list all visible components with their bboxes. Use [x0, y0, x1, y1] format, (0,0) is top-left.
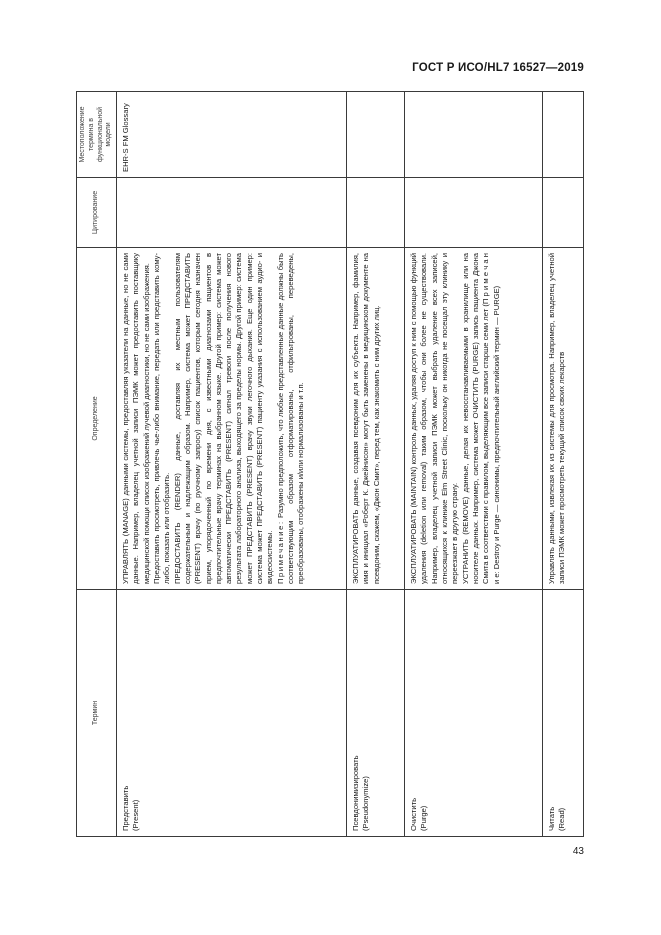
- term-cell: [543, 590, 584, 837]
- document-header: ГОСТ Р ИСО/HL7 16527—2019: [412, 62, 584, 74]
- term-cell: [405, 590, 543, 837]
- term-english: (Purge): [419, 805, 429, 831]
- term-name: Псевдонимизировать: [351, 755, 360, 831]
- location-cell: [405, 92, 543, 178]
- column-header-definition: Определение: [77, 248, 117, 590]
- definition-paragraph: Предоставить просмотреть, привлечь чье-либо внимание, передать или представить кому-либо, показать или отобразить.: [151, 253, 172, 584]
- glossary-table: [76, 91, 584, 837]
- term-name: Читать: [547, 806, 556, 831]
- location-cell: [543, 92, 584, 178]
- definition-paragraph: ЭКСПЛУАТИРОВАТЬ данные, создавая псевдоним для их субъекта. Например, фамилия, имя и инициал «Роберт К. Джейнисон» могут быть заменены в медицинском документе на псевдоним, скажем, «Джон Смит», перед тем, как знакомить с ним других лиц.: [351, 253, 381, 584]
- term-english: (Pseudonymize): [361, 776, 371, 831]
- column-header-location: Местоположение термина в функциональной модели: [77, 92, 117, 178]
- definition-paragraph: УПРАВЛЯТЬ (MANAGE) данными системы, предоставляя указатели на данные, но не сами данные. Например, владелец учетной записи ПЭМК может предоставить поставщику медицинской помощи список изображений лучевой диагностики, но не сами изображения.: [121, 253, 151, 584]
- location-cell: EHR-S FM Glossary: [117, 92, 347, 178]
- table-row: [117, 92, 347, 837]
- table-row: [405, 92, 543, 837]
- rotated-table-container: [76, 92, 584, 837]
- definition-paragraph: УСТРАНИТЬ (REMOVE) данные, делая их невосстанавливаемыми в хранилище или на носителе данных. Например, система может ОЧИСТИТЬ (PURGE) запись пациента Джона Смита в соответствии с правилом, выделяющим все записи старше семи лет (П р и м е ч а н и е: Destroy и Purge — синонимы, предпочтительный английский термин — PURGE): [460, 253, 501, 584]
- definition-paragraph: ПРЕДОСТАВИТЬ (RENDER) данные, доставляя их местным пользователям содержательным и надлежащим образом. Например, система может ПРЕДСТАВИТЬ (PRESENT) врачу (по руочному запросу) список пациентов, которым сегодня назначен прием, упорядоченный по времени дня, с известными диагнозами пациентов в предпочтительные врачу терминах на выбранном языке. Другой пример: система может автоматически ПРЕДСТАВИТЬ (PRESENT) сигнал тревоги после получения нового результата лабораторного анализа, выходящего за пределы нормы. Другой пример: система может ПРЕДСТАВИТЬ (PRESENT) врачу звуки легочного дыхания. Еще один пример: система может ПРЕДСТАВИТЬ (PRESENT) пациенту указания с использованием аудио- и видеосистемы.: [172, 253, 275, 584]
- column-header-term: Термин: [77, 590, 117, 837]
- definition-paragraph: Управлять данными, извлекая их из системы для просмотра. Например, владелец учетной записи ПЭМК может просмотреть текущий список своих лекарств: [547, 253, 567, 584]
- column-header-citation: Цитирование: [77, 178, 117, 248]
- citation-cell: [347, 178, 405, 248]
- term-english: (Present): [131, 799, 141, 831]
- definition-cell: [347, 248, 405, 590]
- term-cell: [347, 590, 405, 837]
- term-cell: [117, 590, 347, 837]
- citation-cell: [543, 178, 584, 248]
- citation-cell: [117, 178, 347, 248]
- table-header-row: [77, 92, 117, 837]
- page-number: 43: [572, 846, 584, 857]
- definition-note: [276, 253, 307, 584]
- term-name: Очистить: [409, 797, 418, 831]
- glossary-table-frame: [76, 92, 584, 837]
- location-cell: [347, 92, 405, 178]
- definition-paragraph: ЭКСПЛУАТИРОВАТЬ (MAINTAIN) контроль данных, удаляя доступ к ним с помощью функций удаления (deletion или removal) таким образом, чтобы они более не существовали. Например, владелец учетной записи ПЭМК может выбрать удаление всех записей, относящихся к клинике Elm Street Clinic, поскольку он никогда не посещал эту клинику и переезжает в другую страну.: [409, 253, 460, 584]
- definition-cell: [117, 248, 347, 590]
- note-text: Разумно предположить, что любые представленные данные должны быть соответствующим образом отформатированы, отфильтрованы, переведены, преобразованы, отображены и/или нормализованы и т.п.: [275, 253, 306, 584]
- citation-cell: [405, 178, 543, 248]
- term-name: Представить: [121, 785, 130, 831]
- table-row: [543, 92, 584, 837]
- table-row: [347, 92, 405, 837]
- term-english: (Read): [557, 807, 567, 831]
- definition-cell: [543, 248, 584, 590]
- note-label: Примечание:: [275, 520, 285, 584]
- definition-cell: [405, 248, 543, 590]
